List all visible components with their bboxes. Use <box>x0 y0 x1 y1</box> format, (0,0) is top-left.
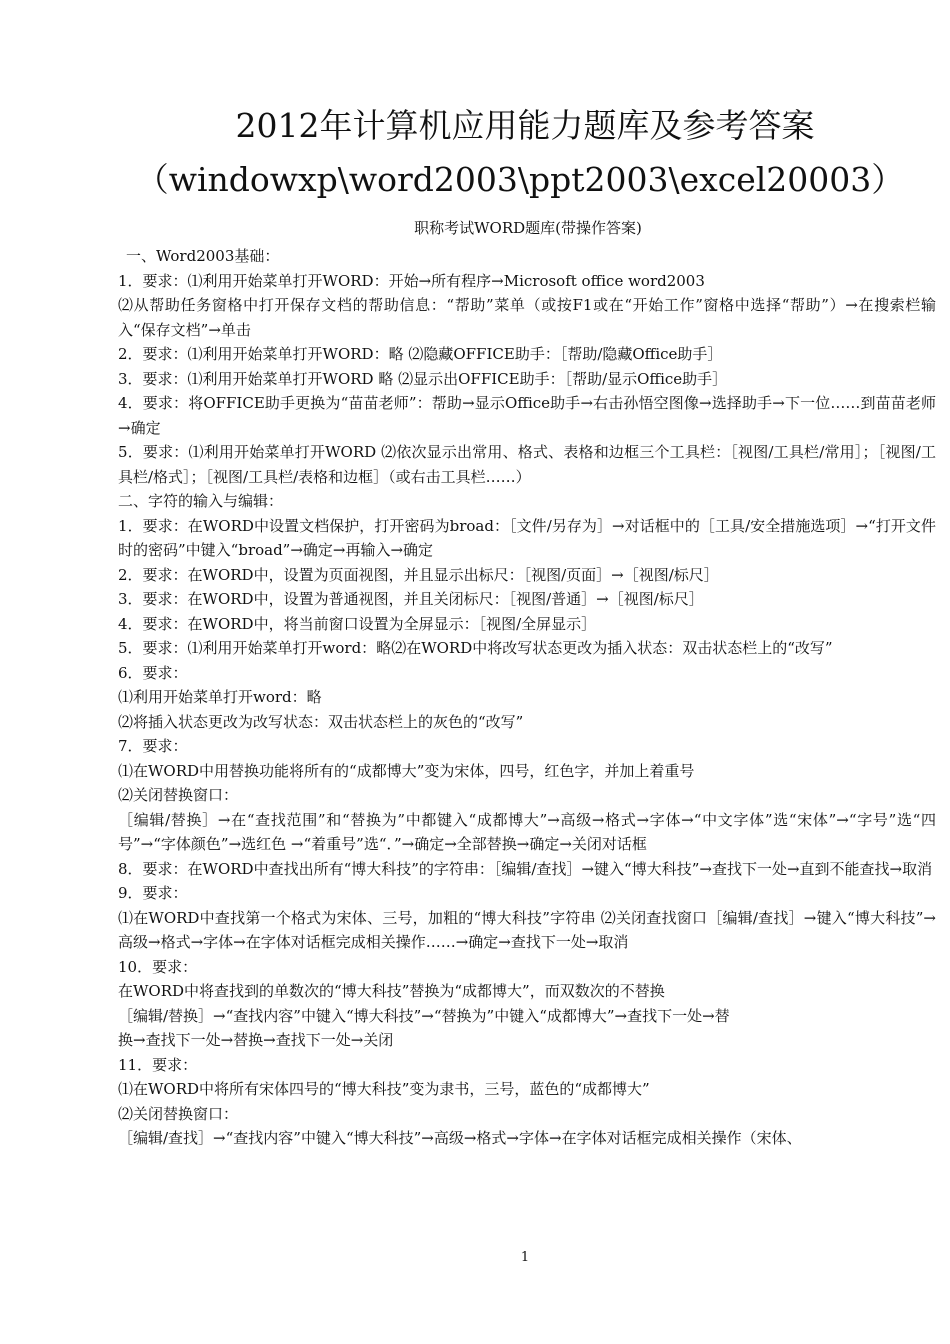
body-paragraph: 8．要求：在WORD中查找出所有“博大科技”的字符串：［编辑/查找］→键入“博大科技”→查找下一处→直到不能查找→取消 <box>118 859 933 878</box>
document-title: 2012年计算机应用能力题库及参考答案 <box>235 106 815 145</box>
body-paragraph: ⑵关闭替换窗口： <box>118 1104 239 1123</box>
body-paragraph: 2．要求：⑴利用开始菜单打开WORD：略 ⑵隐藏OFFICE助手：［帮助/隐藏Office助手］ <box>118 345 723 363</box>
body-paragraph: 换→查找下一处→替换→查找下一处→关闭 <box>118 1031 394 1049</box>
body-paragraph: 7．要求： <box>118 737 188 755</box>
body-paragraph: ［编辑/查找］→“查找内容”中键入“博大科技”→高级→格式→字体→在字体对话框完成相关操作（宋体、 <box>118 1129 802 1147</box>
body-paragraph: 在WORD中将查找到的单数次的“博大科技”替换为“成都博大”，而双数次的不替换 <box>118 982 665 1000</box>
body-paragraph: ［编辑/替换］→在“查找范围”和“替换为”中都键入“成都博大”→高级→格式→字体→“中文字体”选“宋体”→“字号”选“四号”→“字体颜色”→选红色 →“着重号”选“．”→确定→全部替换→确定→关闭对话框 <box>118 810 936 853</box>
body-paragraph: 一、Word2003基础： <box>126 247 280 265</box>
body-paragraph: 3．要求：在WORD中，设置为普通视图，并且关闭标尺：［视图/普通］→［视图/标尺］ <box>118 590 704 608</box>
body-paragraph: 4．要求：将OFFICE助手更换为“苗苗老师”：帮助→显示Office助手→右击孙悟空图像→选择助手→下一位……到苗苗老师→确定 <box>118 394 936 437</box>
body-paragraph: 1．要求：在WORD中设置文档保护，打开密码为broad：［文件/另存为］→对话框中的［工具/安全措施选项］→“打开文件时的密码”中键入“broad”→确定→再输入→确定 <box>118 516 936 559</box>
body-paragraph: 6．要求： <box>118 663 188 682</box>
section-heading: 职称考试WORD题库(带操作答案) <box>414 219 642 237</box>
body-paragraph: 二、字符的输入与编辑： <box>118 492 284 510</box>
body-paragraph: ⑵关闭替换窗口： <box>118 786 239 804</box>
body-paragraph: 3．要求：⑴利用开始菜单打开WORD 略 ⑵显示出OFFICE助手：［帮助/显示Office助手］ <box>118 369 728 388</box>
body-paragraph: ⑴在WORD中查找第一个格式为宋体、三号，加粗的“博大科技”字符串 ⑵关闭查找窗口［编辑/查找］→键入“博大科技”→高级→格式→字体→在字体对话框完成相关操作……→确定→查找下一处→取消 <box>118 908 936 951</box>
document-body <box>118 244 936 1151</box>
body-paragraph: 1．要求：⑴利用开始菜单打开WORD：开始→所有程序→Microsoft office word2003 <box>118 271 705 290</box>
body-paragraph: 11．要求： <box>118 1055 198 1074</box>
body-paragraph: 4．要求：在WORD中，将当前窗口设置为全屏显示：［视图/全屏显示］ <box>118 614 597 633</box>
body-paragraph: ⑴利用开始菜单打开word：略 <box>118 688 322 706</box>
document-subtitle-versions: （windowxp\word2003\ppt2003\excel20003） <box>135 160 905 199</box>
body-paragraph: ⑵将插入状态更改为改写状态：双击状态栏上的灰色的“改写” <box>118 712 524 731</box>
body-paragraph: ⑴在WORD中用替换功能将所有的“成都博大”变为宋体，四号，红色字，并加上着重号 <box>118 761 695 780</box>
body-paragraph: 5．要求：⑴利用开始菜单打开word：略⑵在WORD中将改写状态更改为插入状态：双击状态栏上的“改写” <box>118 639 833 657</box>
page-number: 1 <box>520 1250 530 1265</box>
body-paragraph: 9．要求： <box>118 884 188 902</box>
body-paragraph: 2．要求：在WORD中，设置为页面视图，并且显示出标尺：［视图/页面］→［视图/标尺］ <box>118 565 719 584</box>
body-paragraph: ⑴在WORD中将所有宋体四号的“博大科技”变为隶书，三号，蓝色的“成都博大” <box>118 1080 650 1098</box>
body-paragraph: ［编辑/替换］→“查找内容”中键入“博大科技”→“替换为”中键入“成都博大”→查找下一处→替 <box>118 1006 730 1025</box>
body-paragraph: 5．要求：⑴利用开始菜单打开WORD ⑵依次显示出常用、格式、表格和边框三个工具栏：［视图/工具栏/常用］；［视图/工具栏/格式］；［视图/工具栏/表格和边框］（或右击工具栏……） <box>118 443 936 486</box>
body-paragraph: 10．要求： <box>118 957 198 976</box>
body-paragraph: ⑵从帮助任务窗格中打开保存文档的帮助信息：“帮助”菜单（或按F1或在“开始工作”窗格中选择“帮助”）→在搜索栏输入“保存文档”→单击 <box>118 296 936 339</box>
